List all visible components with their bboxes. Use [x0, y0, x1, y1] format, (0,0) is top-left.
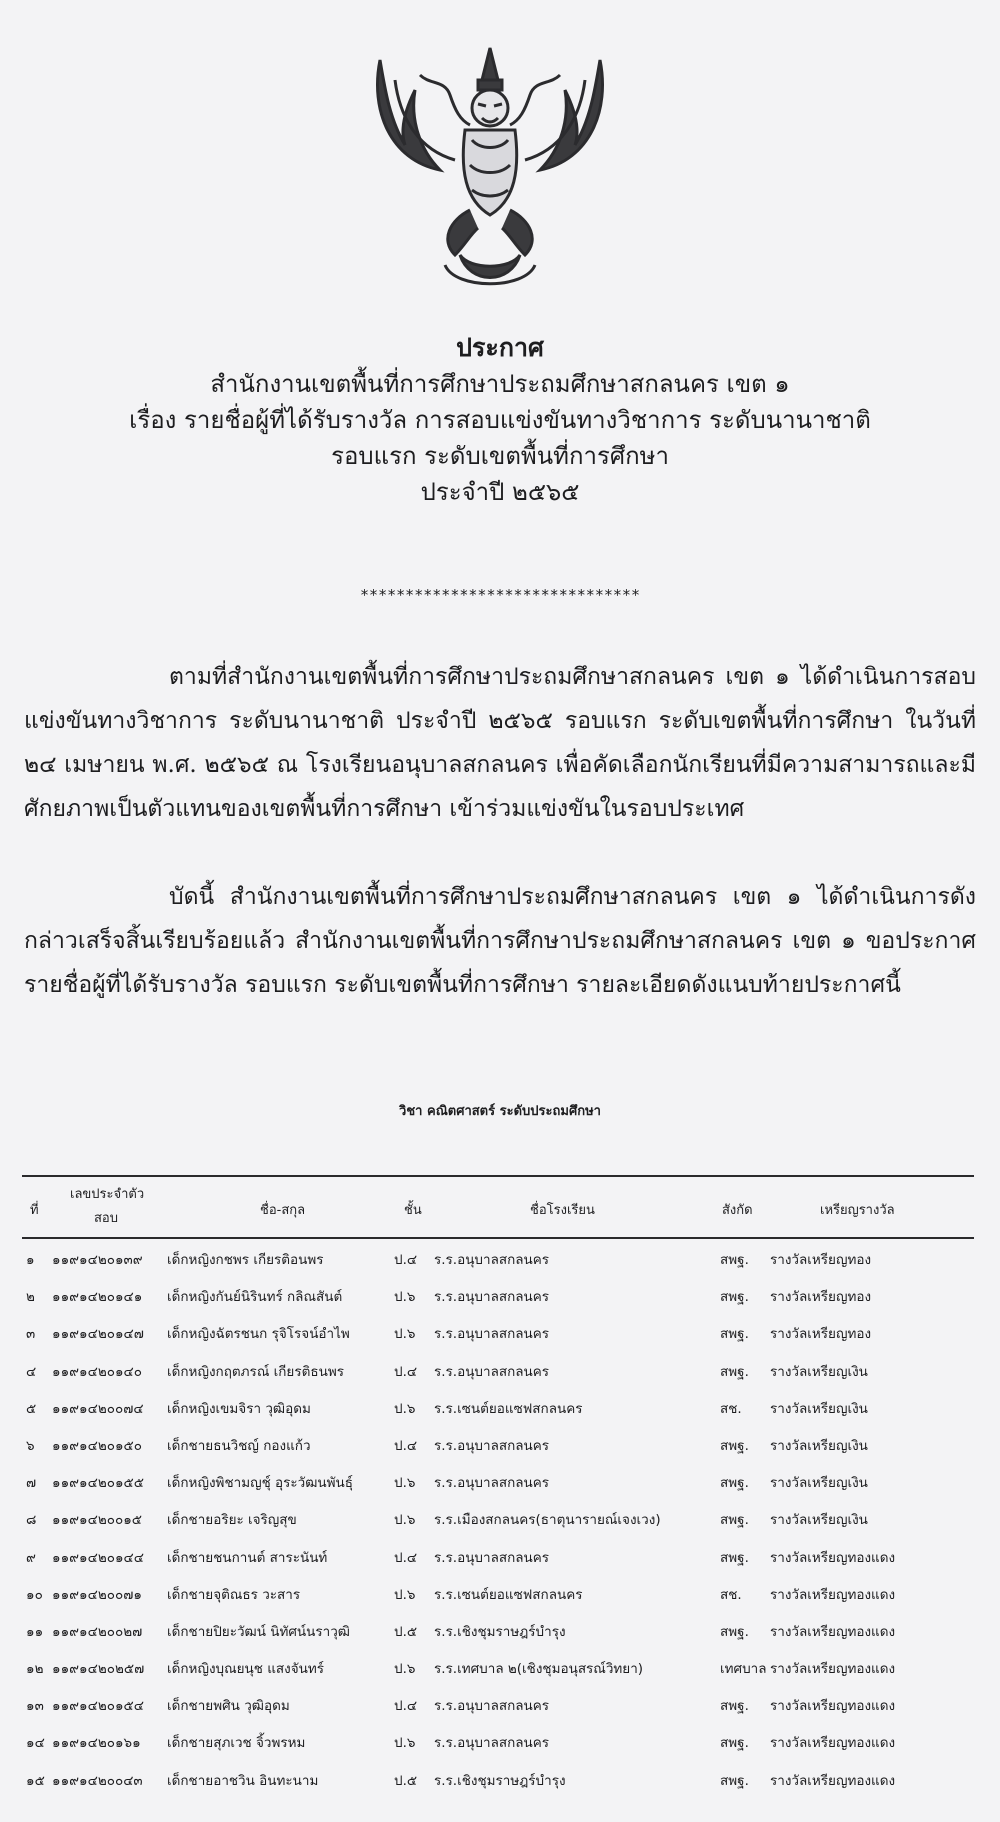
cell-no: ๗ — [26, 1475, 37, 1492]
cell-school: ร.ร.อนุบาลสกลนคร — [434, 1437, 550, 1454]
cell-exam-id: ๑๑๙๑๔๒๐๐๒๗ — [52, 1623, 143, 1640]
cell-grade: ป.๔ — [394, 1363, 418, 1380]
star-divider: ******************************* — [360, 586, 640, 604]
cell-student-name: เด็กหญิงเขมจิรา วุฒิอุดม — [167, 1400, 311, 1417]
cell-award: รางวัลเหรียญทอง — [770, 1326, 872, 1343]
cell-affiliation: สพฐ. — [720, 1623, 749, 1640]
cell-student-name: เด็กชายอริยะ เจริญสุข — [167, 1512, 297, 1529]
table-row — [22, 1388, 974, 1425]
cell-affiliation: สพฐ. — [720, 1698, 749, 1715]
cell-affiliation: สพฐ. — [720, 1512, 749, 1529]
cell-student-name: เด็กชายจุติณธร วะสาร — [167, 1586, 301, 1603]
cell-student-name: เด็กหญิงพิชามญชุ์ อุระวัฒนพันธุ์ — [167, 1475, 354, 1492]
header-id-line1: เลขประจำตัว — [70, 1187, 145, 1202]
cell-affiliation: สช. — [720, 1586, 742, 1603]
cell-exam-id: ๑๑๙๑๔๒๐๑๔๑ — [52, 1289, 143, 1306]
header-affiliation: สังกัด — [722, 1203, 753, 1218]
table-row — [22, 1722, 974, 1759]
cell-grade: ป.๔ — [394, 1437, 418, 1454]
cell-award: รางวัลเหรียญเงิน — [770, 1400, 868, 1417]
table-row — [22, 1760, 974, 1797]
table-row — [22, 1574, 974, 1611]
cell-school: ร.ร.อนุบาลสกลนคร — [434, 1735, 550, 1752]
cell-student-name: เด็กชายสุภเวช จิ้วพรหม — [167, 1735, 306, 1752]
cell-exam-id: ๑๑๙๑๔๒๐๒๕๗ — [52, 1661, 145, 1678]
header-name: ชื่อ-สกุล — [260, 1203, 306, 1218]
cell-award: รางวัลเหรียญทอง — [770, 1252, 872, 1268]
results-table — [22, 1175, 974, 1797]
cell-grade: ป.๖ — [394, 1586, 416, 1603]
table-row — [22, 1276, 974, 1313]
office-name: สำนักงานเขตพื้นที่การศึกษาประถมศึกษาสกลนคร เขต ๑ — [210, 370, 790, 398]
header-award: เหรียญรางวัล — [820, 1203, 895, 1218]
cell-no: ๑๓ — [26, 1698, 44, 1715]
cell-student-name: เด็กชายชนกานต์ สาระนันท์ — [167, 1549, 328, 1566]
cell-grade: ป.๔ — [394, 1549, 418, 1566]
cell-school: ร.ร.เมืองสกลนคร(ธาตุนารายณ์เจงเวง) — [434, 1512, 661, 1529]
table-header — [22, 1177, 974, 1237]
cell-award: รางวัลเหรียญเงิน — [770, 1475, 868, 1492]
cell-exam-id: ๑๑๙๑๔๒๐๐๗๔ — [52, 1400, 144, 1417]
cell-award: รางวัลเหรียญเงิน — [770, 1437, 868, 1454]
cell-school: ร.ร.อนุบาลสกลนคร — [434, 1363, 550, 1380]
table-row — [22, 1351, 974, 1388]
cell-grade: ป.๖ — [394, 1661, 416, 1678]
cell-school: ร.ร.อนุบาลสกลนคร — [434, 1475, 550, 1492]
cell-no: ๒ — [26, 1289, 35, 1306]
cell-grade: ป.๕ — [394, 1623, 418, 1640]
cell-school: ร.ร.อนุบาลสกลนคร — [434, 1549, 550, 1566]
cell-affiliation: สพฐ. — [720, 1363, 749, 1380]
cell-exam-id: ๑๑๙๑๔๒๐๑๕๐ — [52, 1437, 142, 1454]
cell-no: ๑๐ — [26, 1586, 43, 1603]
cell-exam-id: ๑๑๙๑๔๒๐๐๗๑ — [52, 1586, 142, 1603]
cell-no: ๕ — [26, 1400, 37, 1417]
body-paragraph-2: บัดนี้ สำนักงานเขตพื้นที่การศึกษาประถมศึกษาสกลนคร เขต ๑ ได้ดำเนินการดังกล่าวเสร็จสิ้นเรียบร้อยแล้ว สำนักงานเขตพื้นที่การศึกษาประถมศึกษาสกลนคร เขต ๑ ขอประกาศรายชื่อผู้ที่ได้รับรางวัล รอบแรก ระดับเขตพื้นที่การศึกษา รายละเอียดดังแนบท้ายประกาศนี้ — [24, 884, 976, 998]
cell-affiliation: สพฐ. — [720, 1326, 749, 1343]
header-grade: ชั้น — [404, 1203, 422, 1218]
cell-no: ๑๕ — [26, 1772, 45, 1789]
cell-school: ร.ร.อนุบาลสกลนคร — [434, 1289, 550, 1306]
cell-affiliation: สพฐ. — [720, 1772, 749, 1789]
cell-grade: ป.๖ — [394, 1289, 416, 1306]
cell-award: รางวัลเหรียญทองแดง — [770, 1698, 896, 1715]
cell-exam-id: ๑๑๙๑๔๒๐๑๕๔ — [52, 1698, 144, 1715]
cell-no: ๙ — [26, 1549, 36, 1566]
cell-student-name: เด็กหญิงฉัตรชนก รุจิโรจน์อำไพ — [167, 1326, 350, 1343]
cell-award: รางวัลเหรียญทองแดง — [770, 1586, 896, 1603]
table-row — [22, 1611, 974, 1648]
table-row — [22, 1537, 974, 1574]
cell-school: ร.ร.เทศบาล ๒(เชิงชุมอนุสรณ์วิทยา) — [434, 1661, 644, 1678]
table-title: วิชา คณิตศาสตร์ ระดับประถมศึกษา — [399, 1104, 601, 1119]
cell-no: ๓ — [26, 1326, 36, 1343]
cell-exam-id: ๑๑๙๑๔๒๐๐๑๕ — [52, 1512, 142, 1529]
announcement-title: ประกาศ — [456, 333, 544, 362]
table-row — [22, 1685, 974, 1722]
cell-affiliation: สพฐ. — [720, 1475, 749, 1492]
table-row — [22, 1313, 974, 1350]
subject-line: เรื่อง รายชื่อผู้ที่ได้รับรางวัล การสอบแข่งขันทางวิชาการ ระดับนานาชาติ — [129, 406, 871, 434]
cell-grade: ป.๔ — [394, 1698, 418, 1715]
cell-affiliation: สพฐ. — [720, 1252, 749, 1268]
cell-grade: ป.๖ — [394, 1735, 416, 1752]
cell-school: ร.ร.เชิงชุมราษฎร์บำรุง — [434, 1772, 566, 1789]
cell-school: ร.ร.อนุบาลสกลนคร — [434, 1252, 550, 1268]
cell-school: ร.ร.อนุบาลสกลนคร — [434, 1698, 550, 1715]
cell-award: รางวัลเหรียญเงิน — [770, 1363, 868, 1380]
cell-grade: ป.๖ — [394, 1475, 416, 1492]
cell-exam-id: ๑๑๙๑๔๒๐๑๔๐ — [52, 1363, 142, 1380]
cell-student-name: เด็กชายปิยะวัฒน์ นิทัศน์นราวุฒิ — [167, 1623, 350, 1640]
year-line: ประจำปี ๒๕๖๕ — [420, 478, 580, 506]
cell-affiliation: เทศบาล — [720, 1661, 767, 1678]
table-body — [22, 1239, 974, 1797]
cell-student-name: เด็กหญิงกันย์นิรินทร์ กลิณสันต์ — [167, 1289, 343, 1306]
cell-no: ๑ — [26, 1252, 35, 1268]
cell-affiliation: สพฐ. — [720, 1735, 749, 1752]
cell-exam-id: ๑๑๙๑๔๒๐๑๔๗ — [52, 1326, 144, 1343]
table-row — [22, 1425, 974, 1462]
cell-student-name: เด็กหญิงกฤตภรณ์ เกียรติธนพร — [167, 1363, 344, 1380]
cell-award: รางวัลเหรียญทอง — [770, 1289, 872, 1306]
cell-affiliation: สพฐ. — [720, 1289, 749, 1306]
announcement-heading — [0, 330, 1000, 510]
cell-no: ๑๒ — [26, 1661, 44, 1678]
cell-award: รางวัลเหรียญเงิน — [770, 1512, 868, 1529]
cell-exam-id: ๑๑๙๑๔๒๐๐๔๓ — [52, 1772, 143, 1789]
cell-grade: ป.๖ — [394, 1512, 416, 1529]
cell-student-name: เด็กชายอาชวิน อินทะนาม — [167, 1772, 319, 1789]
header-id-line2: สอบ — [94, 1211, 118, 1226]
table-row — [22, 1499, 974, 1536]
cell-student-name: เด็กหญิงกชพร เกียรติอนพร — [167, 1252, 324, 1268]
cell-affiliation: สพฐ. — [720, 1437, 749, 1454]
garuda-emblem — [360, 40, 620, 295]
cell-exam-id: ๑๑๙๑๔๒๐๑๕๕ — [52, 1475, 144, 1492]
cell-student-name: เด็กหญิงบุณยนุช แสงจันทร์ — [167, 1661, 325, 1678]
cell-student-name: เด็กชายพศิน วุฒิอุดม — [167, 1698, 290, 1715]
header-school: ชื่อโรงเรียน — [530, 1203, 595, 1218]
round-line: รอบแรก ระดับเขตพื้นที่การศึกษา — [331, 442, 669, 470]
cell-school: ร.ร.เซนต์ยอแซฟสกลนคร — [434, 1586, 583, 1603]
cell-school: ร.ร.เชิงชุมราษฎร์บำรุง — [434, 1623, 566, 1640]
cell-school: ร.ร.เซนต์ยอแซฟสกลนคร — [434, 1400, 583, 1417]
cell-student-name: เด็กชายธนวิชญ์ กองแก้ว — [167, 1437, 311, 1454]
cell-award: รางวัลเหรียญทองแดง — [770, 1623, 896, 1640]
cell-no: ๑๑ — [26, 1623, 44, 1640]
cell-no: ๘ — [26, 1512, 37, 1529]
cell-exam-id: ๑๑๙๑๔๒๐๑๔๔ — [52, 1549, 144, 1566]
cell-grade: ป.๖ — [394, 1326, 416, 1343]
cell-grade: ป.๕ — [394, 1772, 418, 1789]
cell-award: รางวัลเหรียญทองแดง — [770, 1661, 896, 1678]
table-row — [22, 1239, 974, 1276]
cell-exam-id: ๑๑๙๑๔๒๐๑๓๙ — [52, 1252, 143, 1268]
cell-exam-id: ๑๑๙๑๔๒๐๑๖๑ — [52, 1735, 141, 1752]
cell-no: ๔ — [26, 1363, 37, 1380]
cell-award: รางวัลเหรียญทองแดง — [770, 1549, 896, 1566]
cell-affiliation: สช. — [720, 1400, 742, 1417]
body-paragraph-1: ตามที่สำนักงานเขตพื้นที่การศึกษาประถมศึกษาสกลนคร เขต ๑ ได้ดำเนินการสอบแข่งขันทางวิชาการ ระดับนานาชาติ ประจำปี ๒๕๖๕ รอบแรก ระดับเขตพื้นที่การศึกษา ในวันที่ ๒๔ เมษายน พ.ศ. ๒๕๖๕ ณ โรงเรียนอนุบาลสกลนคร เพื่อคัดเลือกนักเรียนที่มีความสามารถและมีศักยภาพเป็นตัวแทนของเขตพื้นที่การศึกษา เข้าร่วมแข่งขันในรอบประเทศ — [24, 664, 976, 822]
cell-award: รางวัลเหรียญทองแดง — [770, 1772, 896, 1789]
cell-no: ๑๔ — [26, 1735, 45, 1752]
cell-school: ร.ร.อนุบาลสกลนคร — [434, 1326, 550, 1343]
header-no: ที่ — [30, 1203, 39, 1218]
table-row — [22, 1648, 974, 1685]
table-row — [22, 1462, 974, 1499]
cell-grade: ป.๖ — [394, 1400, 416, 1417]
cell-award: รางวัลเหรียญทองแดง — [770, 1735, 896, 1752]
cell-no: ๖ — [26, 1437, 35, 1454]
cell-affiliation: สพฐ. — [720, 1549, 749, 1566]
cell-grade: ป.๔ — [394, 1252, 418, 1268]
